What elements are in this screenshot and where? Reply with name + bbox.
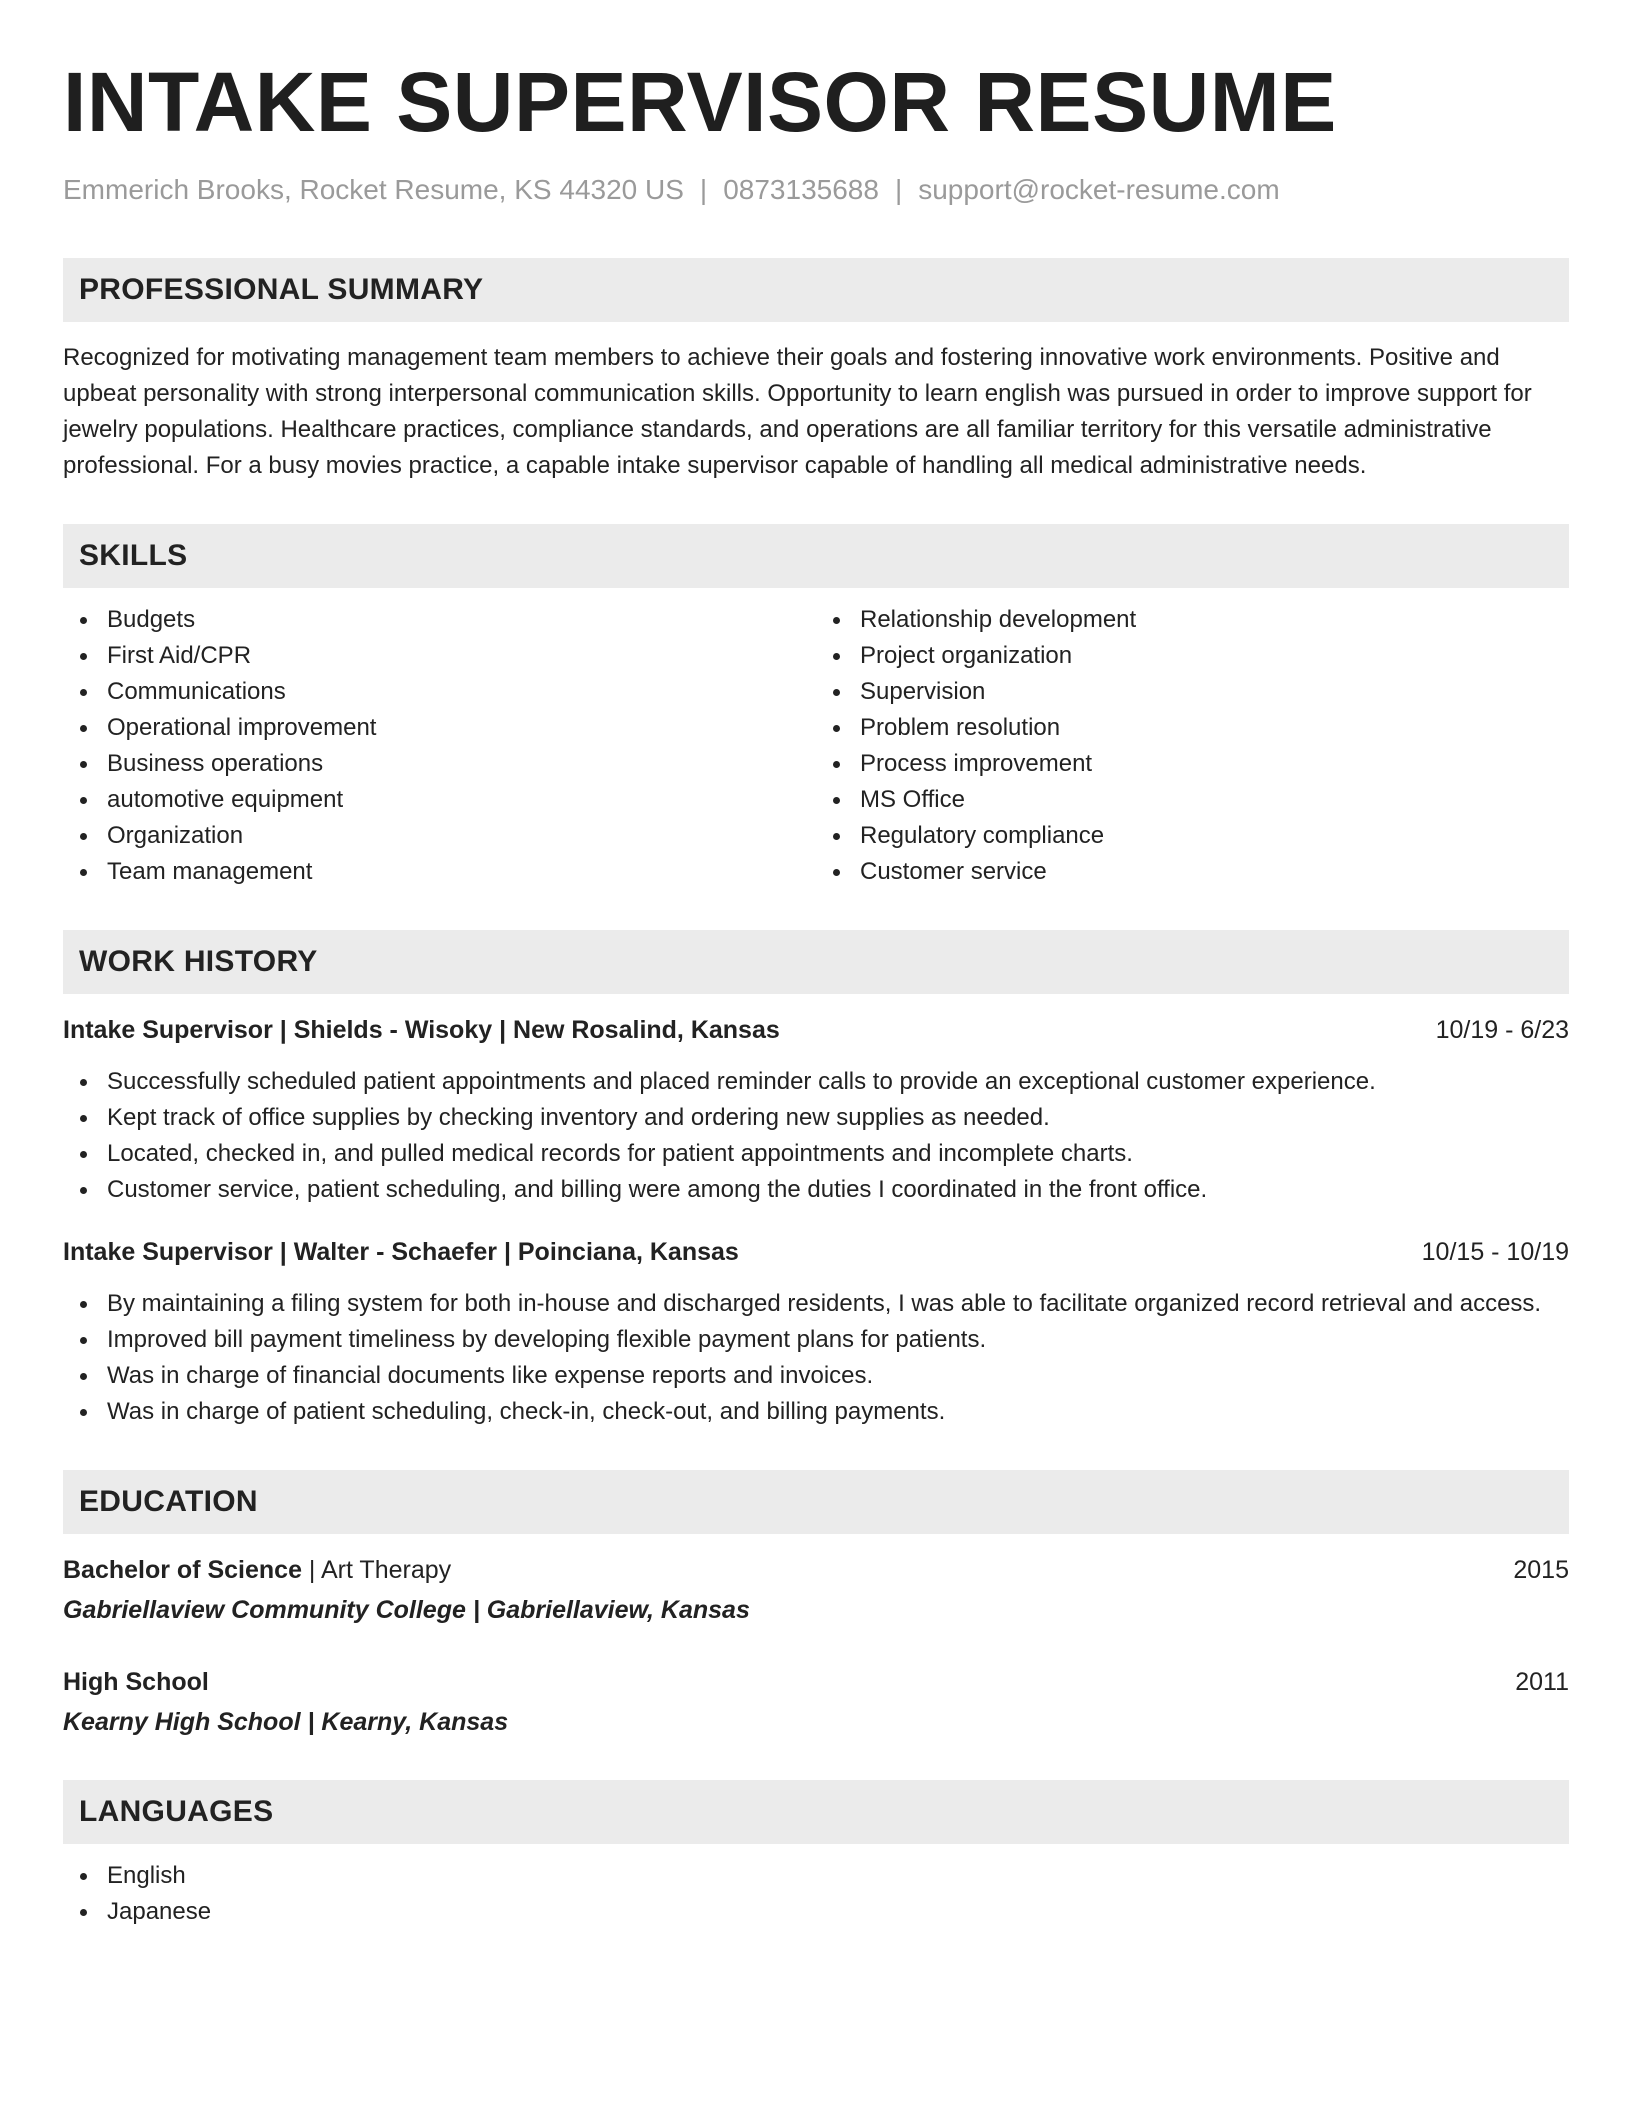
job-bullet: Kept track of office supplies by checking inventory and ordering new supplies as needed.	[107, 1100, 1569, 1136]
education-year: 2015	[1513, 1556, 1569, 1584]
education-entry	[63, 1552, 1569, 1628]
job-title: Intake Supervisor | Shields - Wisoky | New Rosalind, Kansas	[63, 1016, 780, 1044]
job-bullet: Was in charge of patient scheduling, check-in, check-out, and billing payments.	[107, 1394, 1569, 1430]
section-heading-skills: SKILLS	[63, 524, 1569, 588]
job-dates: 10/15 - 10/19	[1421, 1238, 1569, 1266]
education-school: Gabriellaview Community College | Gabriellaview, Kansas	[63, 1596, 750, 1624]
job-bullets	[63, 1064, 1569, 1208]
contact-line	[63, 172, 1569, 208]
contact-separator: |	[894, 174, 903, 205]
skill-item: Relationship development	[860, 602, 1569, 638]
job-header	[63, 1012, 1569, 1048]
degree-field: | Art Therapy	[301, 1556, 452, 1584]
languages-list	[63, 1858, 1569, 1930]
education-degree	[63, 1664, 209, 1700]
skill-item: Customer service	[860, 854, 1569, 890]
language-item: Japanese	[107, 1894, 1569, 1930]
skills-column-left	[63, 602, 816, 890]
job-bullet: Successfully scheduled patient appointments and placed reminder calls to provide an exceptional customer experience.	[107, 1064, 1569, 1100]
skill-item: MS Office	[860, 782, 1569, 818]
section-heading-work: WORK HISTORY	[63, 930, 1569, 994]
job-entry	[63, 1234, 1569, 1430]
summary-text: Recognized for motivating management team members to achieve their goals and fostering innovative work environments. Positive and upbeat personality with strong interpersonal communication skills. Opportunity to learn english was pursued in order to improve support for jewelry populations. Healthcare practices, compliance standards, and operations are all familiar territory for this versatile administrative professional. For a busy movies practice, a capable intake supervisor capable of handling all medical administrative needs.	[63, 344, 1532, 479]
education-header	[63, 1664, 1569, 1700]
contact-address: Emmerich Brooks, Rocket Resume, KS 44320 US	[63, 174, 684, 205]
skill-item: Supervision	[860, 674, 1569, 710]
skills-list	[63, 602, 1569, 890]
skill-item: Operational improvement	[107, 710, 816, 746]
job-bullet: By maintaining a filing system for both in-house and discharged residents, I was able to facilitate organized record retrieval and access.	[107, 1286, 1569, 1322]
degree-name: Bachelor of Science	[63, 1556, 302, 1584]
job-header	[63, 1234, 1569, 1270]
skill-item: Communications	[107, 674, 816, 710]
contact-email: support@rocket-resume.com	[918, 174, 1280, 205]
education-school: Kearny High School | Kearny, Kansas	[63, 1708, 509, 1736]
resume-title: INTAKE SUPERVISOR RESUME	[63, 55, 1337, 149]
job-bullet: Located, checked in, and pulled medical records for patient appointments and incomplete charts.	[107, 1136, 1569, 1172]
section-heading-education: EDUCATION	[63, 1470, 1569, 1534]
job-bullet: Improved bill payment timeliness by developing flexible payment plans for patients.	[107, 1322, 1569, 1358]
section-heading-summary: PROFESSIONAL SUMMARY	[63, 258, 1569, 322]
skill-item: Process improvement	[860, 746, 1569, 782]
skill-item: Business operations	[107, 746, 816, 782]
job-entry	[63, 1012, 1569, 1208]
skill-item: First Aid/CPR	[107, 638, 816, 674]
skills-column-right	[816, 602, 1569, 890]
language-item: English	[107, 1858, 1569, 1894]
skill-item: Problem resolution	[860, 710, 1569, 746]
skill-item: Project organization	[860, 638, 1569, 674]
skill-item: automotive equipment	[107, 782, 816, 818]
job-bullets	[63, 1286, 1569, 1430]
education-header	[63, 1552, 1569, 1588]
skill-item: Budgets	[107, 602, 816, 638]
section-heading-languages: LANGUAGES	[63, 1780, 1569, 1844]
degree-name: High School	[63, 1668, 209, 1696]
education-degree	[63, 1552, 451, 1588]
education-entry	[63, 1664, 1569, 1740]
skill-item: Team management	[107, 854, 816, 890]
skill-item: Organization	[107, 818, 816, 854]
skill-item: Regulatory compliance	[860, 818, 1569, 854]
contact-phone: 0873135688	[723, 174, 879, 205]
job-title: Intake Supervisor | Walter - Schaefer | Poinciana, Kansas	[63, 1238, 739, 1266]
education-year: 2011	[1515, 1668, 1569, 1696]
contact-separator: |	[699, 174, 708, 205]
job-bullet: Was in charge of financial documents like expense reports and invoices.	[107, 1358, 1569, 1394]
job-dates: 10/19 - 6/23	[1435, 1016, 1569, 1044]
job-bullet: Customer service, patient scheduling, and billing were among the duties I coordinated in the front office.	[107, 1172, 1569, 1208]
